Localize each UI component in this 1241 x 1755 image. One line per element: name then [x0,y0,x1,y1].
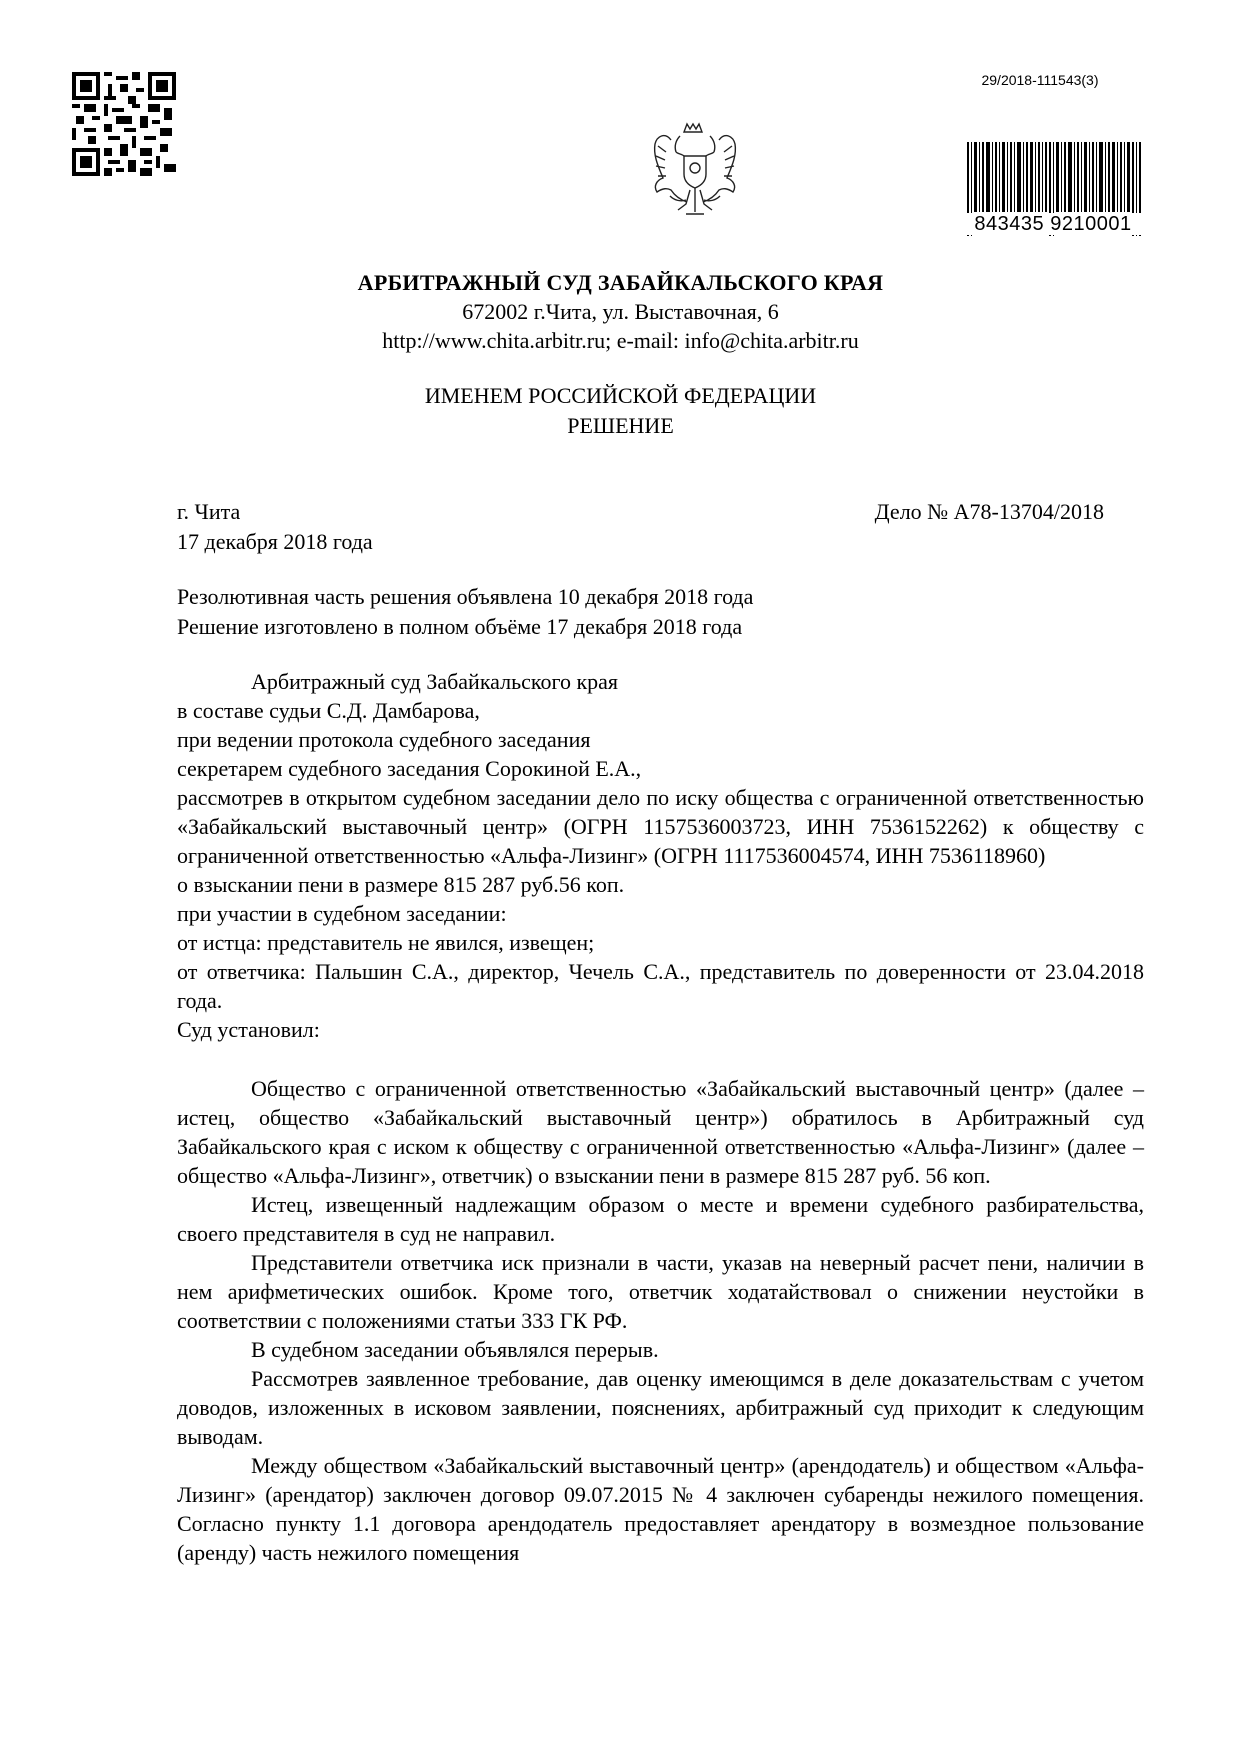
document-body [177,667,1144,1567]
paragraph-2: Истец, извещенный надлежащим образом о месте и времени судебного разбирательства, своего представителя в суд не направил. [177,1192,1144,1246]
meta-left [177,497,373,557]
paragraph-6: Между обществом «Забайкальский выставочный центр» (арендодатель) и обществом «Альфа-Лизинг» (арендатор) заключен договор 09.07.2015 № 4 заключен субаренды нежилого помещения. Согласно пункту 1.1 договора арендодатель предоставляет арендатору в возмездное пользование (аренду) часть нежилого помещения [177,1453,1144,1565]
decision-date: 17 декабря 2018 года [177,529,373,554]
court-name: АРБИТРАЖНЫЙ СУД ЗАБАЙКАЛЬСКОГО КРАЯ [357,270,884,295]
announcement [177,582,753,642]
intro-line-8: от истца: представитель не явился, извещен; [177,930,595,955]
intro-line-9: от ответчика: Пальшин С.А., директор, Чечель С.А., представитель по доверенности от 23.04.2018 года. [177,959,1144,1013]
qr-code [72,72,176,176]
intro-line-7: при участии в судебном заседании: [177,901,507,926]
intro-line-10: Суд установил: [177,1017,320,1042]
title-line-1: ИМЕНЕМ РОССИЙСКОЙ ФЕДЕРАЦИИ [424,383,817,408]
intro-line-4: секретарем судебного заседания Сорокиной Е.А., [177,756,642,781]
paragraph-4: В судебном заседании объявлялся перерыв. [251,1337,659,1362]
spacer [177,1044,1144,1074]
announcement-line-1: Резолютивная часть решения объявлена 10 декабря 2018 года [177,584,754,609]
intro-line-1: Арбитражный суд Забайкальского края [251,669,619,694]
title-line-2: РЕШЕНИЕ [567,413,674,438]
paragraph-3: Представители ответчика иск признали в части, указав на неверный расчет пени, наличии в нем арифметических ошибок. Кроме того, ответчик ходатайствовал о снижении неустойки в соответствии с положениями статьи 333 ГК РФ. [177,1250,1144,1333]
court-header [0,268,1241,355]
intro-line-3: при ведении протокола судебного заседания [177,727,591,752]
announcement-line-2: Решение изготовлено в полном объёме 17 декабря 2018 года [177,614,743,639]
document-id: 29/2018-111543(3) [981,72,1099,88]
intro-line-6: о взыскании пени в размере 815 287 руб.56 коп. [177,872,625,897]
court-address: 672002 г.Чита, ул. Выставочная, 6 [462,299,779,324]
barcode-number: 843435 9210001 [965,213,1141,235]
intro-line-2: в составе судьи С.Д. Дамбарова, [177,698,480,723]
intro-line-5: рассмотрев в открытом судебном заседании дело по иску общества с ограниченной ответственностью «Забайкальский выставочный центр» (ОГРН 1157536003723, ИНН 7536152262) к обществу с ограниченной ответственностью «Альфа-Лизинг» (ОГРН 1117536004574, ИНН 7536118960) [177,785,1144,868]
court-contacts: http://www.chita.arbitr.ru; e-mail: info@chita.arbitr.ru [382,328,859,353]
paragraph-5: Рассмотрев заявленное требование, дав оценку имеющимся в деле доказательствам с учетом доводов, изложенных в исковом заявлении, пояснениях, арбитражный суд приходит к следующим выводам. [177,1366,1144,1449]
paragraph-1: Общество с ограниченной ответственностью «Забайкальский выставочный центр» (далее – истец, общество «Забайкальский выставочный центр») обратилось в Арбитражный суд Забайкальского края с иском к обществу с ограниченной ответственностью «Альфа-Лизинг» (далее – общество «Альфа-Лизинг», ответчик) о взыскании пени в размере 815 287 руб. 56 коп. [177,1076,1144,1188]
document-title [0,381,1241,441]
city: г. Чита [177,499,241,524]
coat-of-arms-emblem [640,116,750,228]
case-number: Дело № А78-13704/2018 [874,499,1104,524]
